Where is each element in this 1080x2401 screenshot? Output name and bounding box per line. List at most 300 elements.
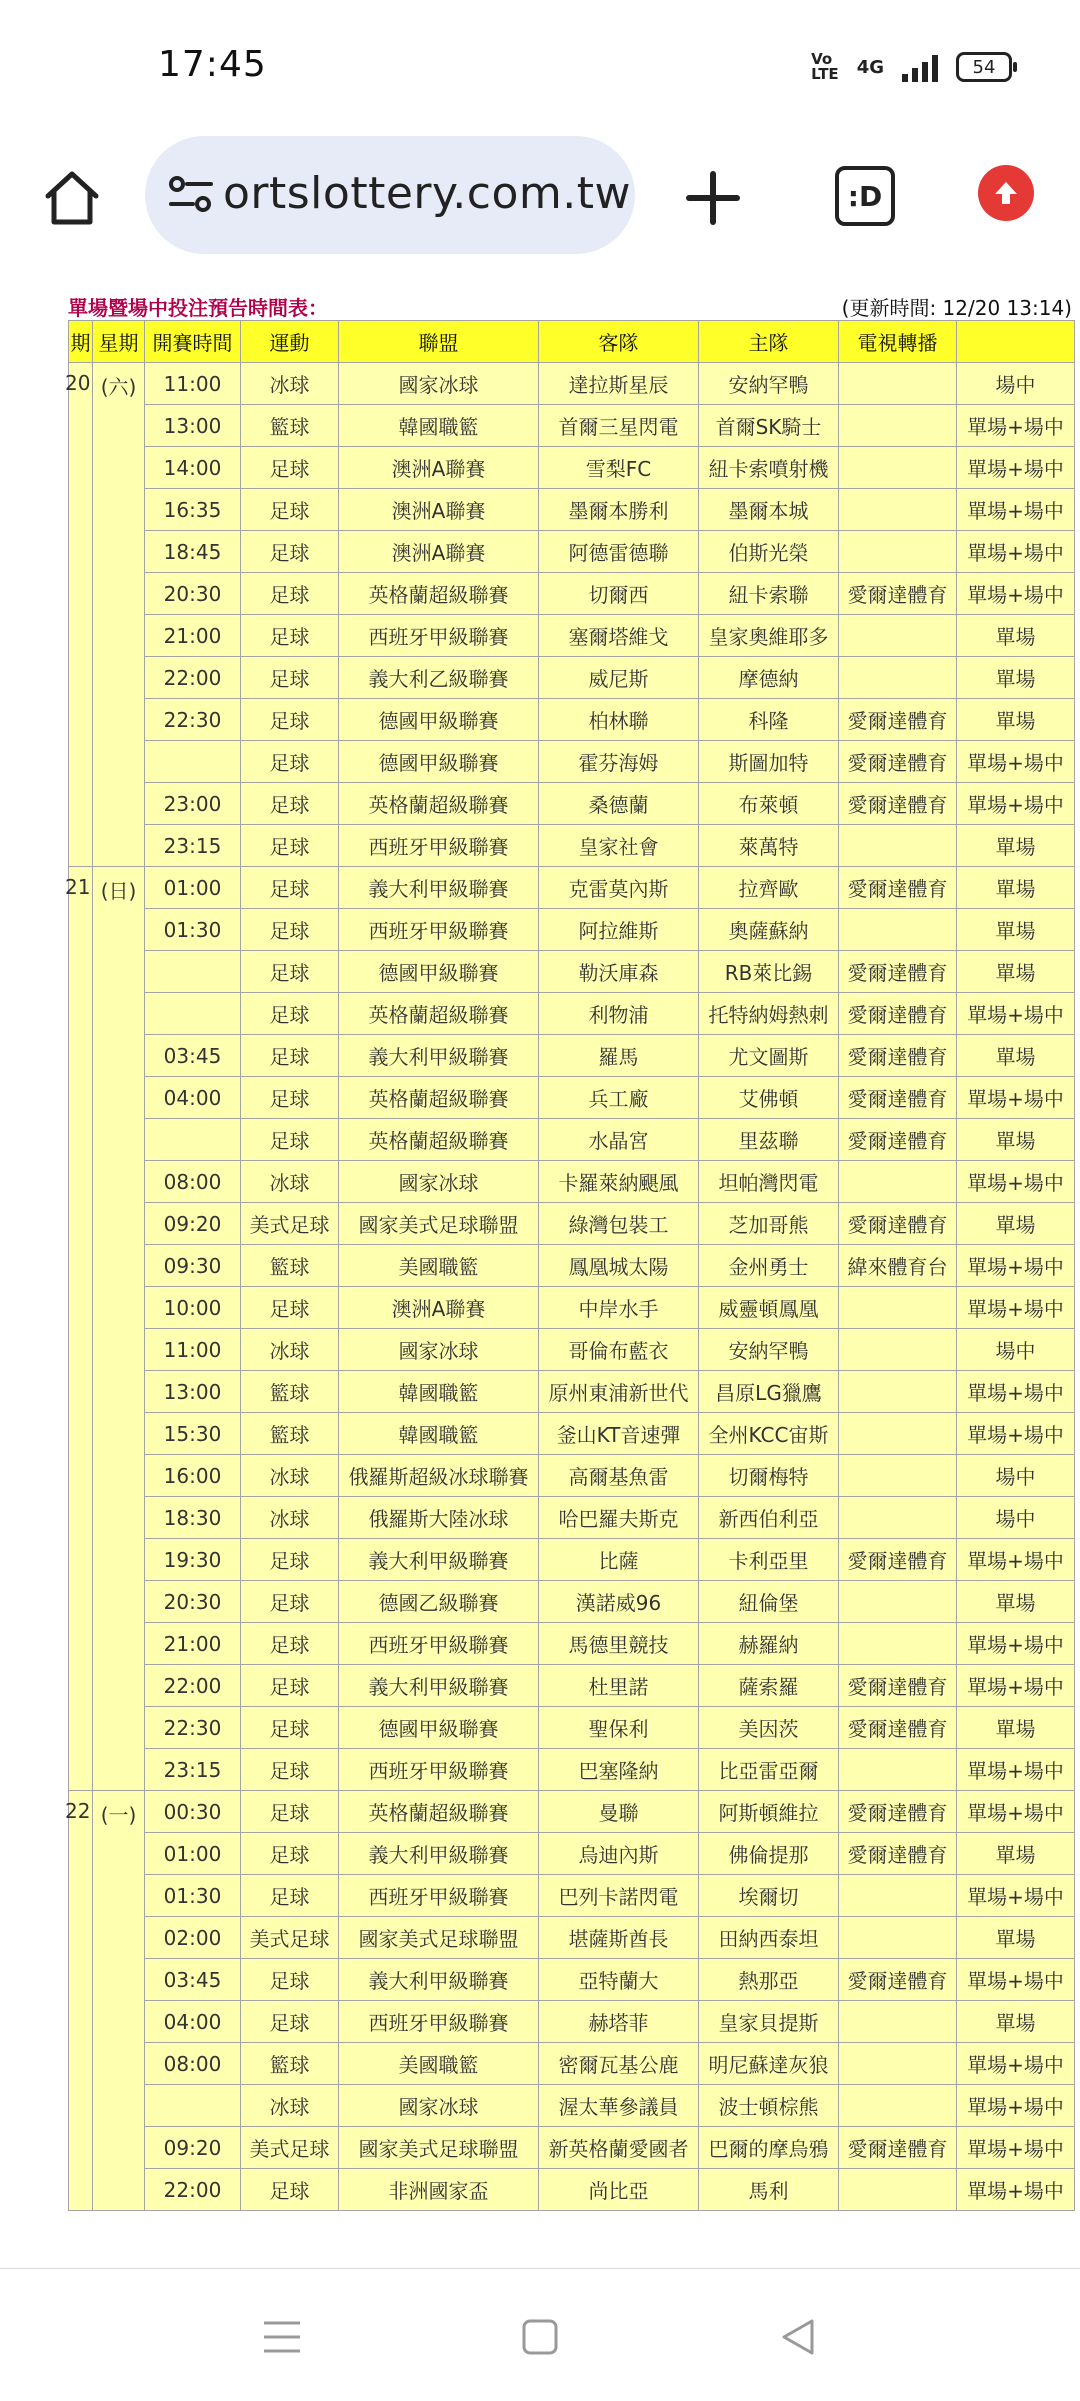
bet-type-cell: 單場	[957, 1035, 1075, 1077]
sport-cell: 足球	[241, 951, 339, 993]
column-header: 主隊	[699, 321, 839, 363]
home-button[interactable]	[32, 158, 112, 238]
table-row	[69, 909, 1075, 951]
table-row	[69, 489, 1075, 531]
match-time-cell: 22:00	[145, 1665, 241, 1707]
sport-cell: 籃球	[241, 1413, 339, 1455]
league-cell: 國家冰球	[339, 363, 539, 405]
home-team-cell: 赫羅納	[699, 1623, 839, 1665]
match-time-cell: 18:45	[145, 531, 241, 573]
column-header: 運動	[241, 321, 339, 363]
league-cell: 德國甲級聯賽	[339, 741, 539, 783]
home-team-cell: 熱那亞	[699, 1959, 839, 2001]
match-time-cell: 09:20	[145, 1203, 241, 1245]
column-header: 星期	[93, 321, 145, 363]
match-time-cell	[145, 951, 241, 993]
away-team-cell: 達拉斯星辰	[539, 363, 699, 405]
sport-cell: 足球	[241, 447, 339, 489]
weekday-cell: (日)	[93, 867, 145, 1791]
date-cell: 22	[69, 1791, 93, 2211]
table-row	[69, 1539, 1075, 1581]
home-team-cell: 昌原LG獵鷹	[699, 1371, 839, 1413]
update-time: (更新時間: 12/20 13:14)	[841, 296, 1072, 320]
tab-switcher-icon[interactable]	[835, 166, 895, 226]
tv-channel-cell	[839, 363, 957, 405]
league-cell: 英格蘭超級聯賽	[339, 573, 539, 615]
league-cell: 國家冰球	[339, 2085, 539, 2127]
sport-cell: 足球	[241, 615, 339, 657]
tv-channel-cell: 愛爾達體育	[839, 1119, 957, 1161]
sport-cell: 足球	[241, 783, 339, 825]
away-team-cell: 卡羅萊納颶風	[539, 1161, 699, 1203]
menu-icon	[262, 2317, 302, 2357]
match-time-cell: 08:00	[145, 2043, 241, 2085]
league-cell: 義大利甲級聯賽	[339, 1833, 539, 1875]
match-time-cell: 22:30	[145, 699, 241, 741]
bet-type-cell: 單場+場中	[957, 1959, 1075, 2001]
tv-channel-cell	[839, 657, 957, 699]
home-team-cell: 萊萬特	[699, 825, 839, 867]
bet-type-cell: 單場	[957, 867, 1075, 909]
table-row	[69, 1917, 1075, 1959]
match-time-cell: 09:30	[145, 1245, 241, 1287]
match-time-cell: 23:00	[145, 783, 241, 825]
home-team-cell: 皇家貝提斯	[699, 2001, 839, 2043]
tv-channel-cell: 愛爾達體育	[839, 783, 957, 825]
update-button[interactable]	[978, 165, 1034, 221]
match-time-cell: 01:30	[145, 909, 241, 951]
away-team-cell: 勒沃庫森	[539, 951, 699, 993]
match-time-cell: 23:15	[145, 825, 241, 867]
tv-channel-cell	[839, 1749, 957, 1791]
tv-channel-cell: 愛爾達體育	[839, 1707, 957, 1749]
match-time-cell: 16:35	[145, 489, 241, 531]
sport-cell: 冰球	[241, 363, 339, 405]
away-team-cell: 利物浦	[539, 993, 699, 1035]
table-row	[69, 951, 1075, 993]
menu-button[interactable]	[252, 2307, 312, 2367]
bet-type-cell: 單場+場中	[957, 1539, 1075, 1581]
schedule-table	[65, 320, 1075, 2211]
home-team-cell: 薩索羅	[699, 1665, 839, 1707]
away-team-cell: 漢諾威96	[539, 1581, 699, 1623]
home-team-cell: 新西伯利亞	[699, 1497, 839, 1539]
bet-type-cell: 單場	[957, 615, 1075, 657]
away-team-cell: 霍芬海姆	[539, 741, 699, 783]
home-team-cell: 奧薩蘇納	[699, 909, 839, 951]
bet-type-cell: 單場	[957, 1707, 1075, 1749]
table-row	[69, 1833, 1075, 1875]
tv-channel-cell	[839, 1581, 957, 1623]
home-team-cell: 切爾梅特	[699, 1455, 839, 1497]
away-team-cell: 雪梨FC	[539, 447, 699, 489]
sport-cell: 足球	[241, 1959, 339, 2001]
home-team-cell: 金州勇士	[699, 1245, 839, 1287]
column-header: 期	[69, 321, 93, 363]
home-team-cell: 巴爾的摩烏鴉	[699, 2127, 839, 2169]
home-team-cell: 埃爾切	[699, 1875, 839, 1917]
home-team-cell: 比亞雷亞爾	[699, 1749, 839, 1791]
sport-cell: 足球	[241, 2169, 339, 2211]
tv-channel-cell: 愛爾達體育	[839, 1833, 957, 1875]
schedule-header	[68, 292, 1072, 322]
tv-channel-cell: 愛爾達體育	[839, 1077, 957, 1119]
bet-type-cell: 單場	[957, 1119, 1075, 1161]
away-team-cell: 亞特蘭大	[539, 1959, 699, 2001]
sport-cell: 足球	[241, 1623, 339, 1665]
home-team-cell: 安納罕鴨	[699, 363, 839, 405]
date-cell: 20	[69, 363, 93, 867]
bet-type-cell: 單場+場中	[957, 1287, 1075, 1329]
away-team-cell: 新英格蘭愛國者	[539, 2127, 699, 2169]
table-row	[69, 1329, 1075, 1371]
home-team-cell: 伯斯光榮	[699, 531, 839, 573]
league-cell: 德國甲級聯賽	[339, 699, 539, 741]
bet-type-cell: 單場+場中	[957, 1371, 1075, 1413]
tv-channel-cell	[839, 825, 957, 867]
match-time-cell: 20:30	[145, 573, 241, 615]
table-row	[69, 699, 1075, 741]
home-team-cell: 田納西泰坦	[699, 1917, 839, 1959]
home-square-icon	[520, 2317, 560, 2357]
sport-cell: 籃球	[241, 1245, 339, 1287]
bet-type-cell: 單場+場中	[957, 741, 1075, 783]
league-cell: 俄羅斯超級冰球聯賽	[339, 1455, 539, 1497]
sport-cell: 冰球	[241, 1497, 339, 1539]
status-icons	[811, 52, 1012, 82]
sport-cell: 足球	[241, 825, 339, 867]
weekday-cell: (六)	[93, 363, 145, 867]
sport-cell: 冰球	[241, 1161, 339, 1203]
away-team-cell: 馬德里競技	[539, 1623, 699, 1665]
bet-type-cell: 單場+場中	[957, 1161, 1075, 1203]
status-bar	[0, 0, 1080, 130]
league-cell: 韓國職籃	[339, 1371, 539, 1413]
tv-channel-cell	[839, 1371, 957, 1413]
table-row	[69, 1959, 1075, 2001]
home-team-cell: 明尼蘇達灰狼	[699, 2043, 839, 2085]
bet-type-cell: 單場+場中	[957, 2043, 1075, 2085]
away-team-cell: 密爾瓦基公鹿	[539, 2043, 699, 2085]
away-team-cell: 比薩	[539, 1539, 699, 1581]
home-team-cell: 紐倫堡	[699, 1581, 839, 1623]
back-icon	[778, 2317, 818, 2357]
bet-type-cell: 單場+場中	[957, 1077, 1075, 1119]
bet-type-cell: 單場	[957, 909, 1075, 951]
bet-type-cell: 單場	[957, 1581, 1075, 1623]
table-row	[69, 2127, 1075, 2169]
bet-type-cell: 單場+場中	[957, 531, 1075, 573]
new-tab-icon	[685, 170, 741, 226]
league-cell: 義大利甲級聯賽	[339, 1035, 539, 1077]
table-row	[69, 447, 1075, 489]
table-row	[69, 2001, 1075, 2043]
league-cell: 美國職籃	[339, 1245, 539, 1287]
away-team-cell: 威尼斯	[539, 657, 699, 699]
tv-channel-cell	[839, 2169, 957, 2211]
away-team-cell: 尚比亞	[539, 2169, 699, 2211]
table-row	[69, 657, 1075, 699]
match-time-cell	[145, 741, 241, 783]
table-row	[69, 2085, 1075, 2127]
table-row	[69, 1371, 1075, 1413]
table-row	[69, 2043, 1075, 2085]
tv-channel-cell	[839, 1917, 957, 1959]
match-time-cell: 04:00	[145, 1077, 241, 1119]
away-team-cell: 切爾西	[539, 573, 699, 615]
away-team-cell: 烏迪內斯	[539, 1833, 699, 1875]
tv-channel-cell	[839, 489, 957, 531]
match-time-cell: 22:30	[145, 1707, 241, 1749]
table-row	[69, 1119, 1075, 1161]
bet-type-cell: 場中	[957, 1497, 1075, 1539]
away-team-cell: 桑德蘭	[539, 783, 699, 825]
new-tab-button[interactable]	[678, 158, 748, 238]
table-row	[69, 867, 1075, 909]
league-cell: 韓國職籃	[339, 405, 539, 447]
match-time-cell: 14:00	[145, 447, 241, 489]
league-cell: 澳洲A聯賽	[339, 531, 539, 573]
bet-type-cell: 單場	[957, 951, 1075, 993]
league-cell: 國家美式足球聯盟	[339, 1203, 539, 1245]
match-time-cell: 11:00	[145, 363, 241, 405]
league-cell: 英格蘭超級聯賽	[339, 993, 539, 1035]
match-time-cell: 18:30	[145, 1497, 241, 1539]
sport-cell: 冰球	[241, 1329, 339, 1371]
league-cell: 德國乙級聯賽	[339, 1581, 539, 1623]
sport-cell: 足球	[241, 1707, 339, 1749]
sport-cell: 足球	[241, 657, 339, 699]
table-row	[69, 1497, 1075, 1539]
site-settings-icon[interactable]	[167, 174, 215, 214]
league-cell: 俄羅斯大陸冰球	[339, 1497, 539, 1539]
home-team-cell: 威靈頓鳳凰	[699, 1287, 839, 1329]
match-time-cell: 04:00	[145, 2001, 241, 2043]
league-cell: 義大利甲級聯賽	[339, 1539, 539, 1581]
table-row	[69, 405, 1075, 447]
away-team-cell: 首爾三星閃電	[539, 405, 699, 447]
bet-type-cell: 單場+場中	[957, 783, 1075, 825]
bet-type-cell: 單場	[957, 825, 1075, 867]
home-team-cell: 摩德納	[699, 657, 839, 699]
bet-type-cell: 單場+場中	[957, 1665, 1075, 1707]
league-cell: 英格蘭超級聯賽	[339, 783, 539, 825]
away-team-cell: 赫塔菲	[539, 2001, 699, 2043]
sport-cell: 美式足球	[241, 1203, 339, 1245]
match-time-cell: 09:20	[145, 2127, 241, 2169]
away-team-cell: 高爾基魚雷	[539, 1455, 699, 1497]
tv-channel-cell: 愛爾達體育	[839, 2127, 957, 2169]
away-team-cell: 哈巴羅夫斯克	[539, 1497, 699, 1539]
column-header: 客隊	[539, 321, 699, 363]
home-team-cell: 全州KCC宙斯	[699, 1413, 839, 1455]
home-team-cell: 托特納姆熱刺	[699, 993, 839, 1035]
sport-cell: 足球	[241, 1539, 339, 1581]
tv-channel-cell	[839, 2085, 957, 2127]
away-team-cell: 堪薩斯酋長	[539, 1917, 699, 1959]
away-team-cell: 柏林聯	[539, 699, 699, 741]
tv-channel-cell	[839, 1875, 957, 1917]
tv-channel-cell: 愛爾達體育	[839, 573, 957, 615]
sport-cell: 足球	[241, 1665, 339, 1707]
away-team-cell: 中岸水手	[539, 1287, 699, 1329]
home-team-cell: 斯圖加特	[699, 741, 839, 783]
table-row	[69, 2169, 1075, 2211]
home-team-cell: 艾佛頓	[699, 1077, 839, 1119]
sport-cell: 足球	[241, 1287, 339, 1329]
bet-type-cell: 單場	[957, 1917, 1075, 1959]
volte-icon	[811, 52, 839, 82]
sport-cell: 足球	[241, 1875, 339, 1917]
match-time-cell: 02:00	[145, 1917, 241, 1959]
table-row	[69, 1665, 1075, 1707]
status-time: 17:45	[158, 44, 267, 85]
home-icon	[40, 166, 104, 230]
away-team-cell: 聖保利	[539, 1707, 699, 1749]
league-cell: 英格蘭超級聯賽	[339, 1077, 539, 1119]
table-header-row	[69, 321, 1075, 363]
table-row	[69, 825, 1075, 867]
address-bar[interactable]	[145, 136, 635, 254]
tv-channel-cell	[839, 2043, 957, 2085]
tv-channel-cell: 愛爾達體育	[839, 951, 957, 993]
table-row	[69, 783, 1075, 825]
match-time-cell: 15:30	[145, 1413, 241, 1455]
table-row	[69, 1749, 1075, 1791]
bet-type-cell: 單場+場中	[957, 489, 1075, 531]
tv-channel-cell	[839, 909, 957, 951]
column-header: 聯盟	[339, 321, 539, 363]
league-cell: 德國甲級聯賽	[339, 951, 539, 993]
volte-top: Vo	[811, 50, 833, 68]
sport-cell: 足球	[241, 1035, 339, 1077]
bet-type-cell: 單場+場中	[957, 447, 1075, 489]
sport-cell: 足球	[241, 489, 339, 531]
match-time-cell: 13:00	[145, 1371, 241, 1413]
sport-cell: 足球	[241, 2001, 339, 2043]
league-cell: 西班牙甲級聯賽	[339, 2001, 539, 2043]
league-cell: 國家美式足球聯盟	[339, 1917, 539, 1959]
home-nav-button[interactable]	[510, 2307, 570, 2367]
league-cell: 西班牙甲級聯賽	[339, 825, 539, 867]
home-team-cell: 拉齊歐	[699, 867, 839, 909]
signal-icon	[902, 52, 938, 82]
sport-cell: 足球	[241, 867, 339, 909]
match-time-cell: 00:30	[145, 1791, 241, 1833]
table-row	[69, 1455, 1075, 1497]
tv-channel-cell	[839, 1455, 957, 1497]
match-time-cell: 21:00	[145, 615, 241, 657]
away-team-cell: 水晶宮	[539, 1119, 699, 1161]
league-cell: 澳洲A聯賽	[339, 1287, 539, 1329]
bet-type-cell: 單場+場中	[957, 1245, 1075, 1287]
home-team-cell: 尤文圖斯	[699, 1035, 839, 1077]
sport-cell: 足球	[241, 1581, 339, 1623]
home-team-cell: 布萊頓	[699, 783, 839, 825]
home-team-cell: 佛倫提那	[699, 1833, 839, 1875]
bet-type-cell: 單場+場中	[957, 405, 1075, 447]
bet-type-cell: 場中	[957, 363, 1075, 405]
bet-type-cell: 單場	[957, 657, 1075, 699]
tv-channel-cell: 愛爾達體育	[839, 867, 957, 909]
bet-type-cell: 單場+場中	[957, 2169, 1075, 2211]
bet-type-cell: 單場	[957, 1203, 1075, 1245]
tv-channel-cell	[839, 405, 957, 447]
tv-channel-cell	[839, 1623, 957, 1665]
tv-channel-cell	[839, 1329, 957, 1371]
table-row	[69, 531, 1075, 573]
match-time-cell: 10:00	[145, 1287, 241, 1329]
tv-channel-cell: 愛爾達體育	[839, 1959, 957, 2001]
match-time-cell: 01:00	[145, 1833, 241, 1875]
battery-level: 54	[972, 56, 996, 78]
table-row	[69, 1161, 1075, 1203]
table-row	[69, 1077, 1075, 1119]
sport-cell: 足球	[241, 531, 339, 573]
match-time-cell: 20:30	[145, 1581, 241, 1623]
table-row	[69, 1791, 1075, 1833]
home-team-cell: 芝加哥熊	[699, 1203, 839, 1245]
network-label: 4G	[856, 56, 884, 78]
browser-toolbar	[0, 130, 1080, 260]
league-cell: 西班牙甲級聯賽	[339, 1749, 539, 1791]
volte-bottom: LTE	[811, 65, 839, 83]
league-cell: 國家冰球	[339, 1329, 539, 1371]
tv-channel-cell	[839, 1161, 957, 1203]
table-row	[69, 1245, 1075, 1287]
bet-type-cell: 單場	[957, 699, 1075, 741]
back-button[interactable]	[768, 2307, 828, 2367]
away-team-cell: 曼聯	[539, 1791, 699, 1833]
tv-channel-cell	[839, 615, 957, 657]
match-time-cell: 03:45	[145, 1959, 241, 2001]
tv-channel-cell	[839, 531, 957, 573]
home-team-cell: 墨爾本城	[699, 489, 839, 531]
league-cell: 國家美式足球聯盟	[339, 2127, 539, 2169]
match-time-cell: 22:00	[145, 657, 241, 699]
bet-type-cell: 場中	[957, 1329, 1075, 1371]
league-cell: 義大利甲級聯賽	[339, 1959, 539, 2001]
away-team-cell: 哥倫布藍衣	[539, 1329, 699, 1371]
table-row	[69, 741, 1075, 783]
update-icon	[991, 178, 1021, 208]
league-cell: 西班牙甲級聯賽	[339, 1875, 539, 1917]
schedule-body	[65, 363, 1075, 2211]
away-team-cell: 塞爾塔維戈	[539, 615, 699, 657]
league-cell: 義大利乙級聯賽	[339, 657, 539, 699]
table-row	[69, 1581, 1075, 1623]
table-row	[69, 1203, 1075, 1245]
home-team-cell: 馬利	[699, 2169, 839, 2211]
bet-type-cell: 單場+場中	[957, 573, 1075, 615]
match-time-cell: 22:00	[145, 2169, 241, 2211]
bet-type-cell: 單場+場中	[957, 1623, 1075, 1665]
tv-channel-cell: 愛爾達體育	[839, 1791, 957, 1833]
weekday-cell: (一)	[93, 1791, 145, 2211]
away-team-cell: 原州東浦新世代	[539, 1371, 699, 1413]
bet-type-cell: 單場	[957, 2001, 1075, 2043]
sport-cell: 美式足球	[241, 2127, 339, 2169]
away-team-cell: 阿德雷德聯	[539, 531, 699, 573]
tv-channel-cell: 愛爾達體育	[839, 1203, 957, 1245]
bet-type-cell: 單場+場中	[957, 1875, 1075, 1917]
league-cell: 英格蘭超級聯賽	[339, 1119, 539, 1161]
away-team-cell: 皇家社會	[539, 825, 699, 867]
table-row	[69, 615, 1075, 657]
league-cell: 義大利甲級聯賽	[339, 1665, 539, 1707]
away-team-cell: 巴列卡諾閃電	[539, 1875, 699, 1917]
system-nav-bar	[0, 2268, 1080, 2401]
